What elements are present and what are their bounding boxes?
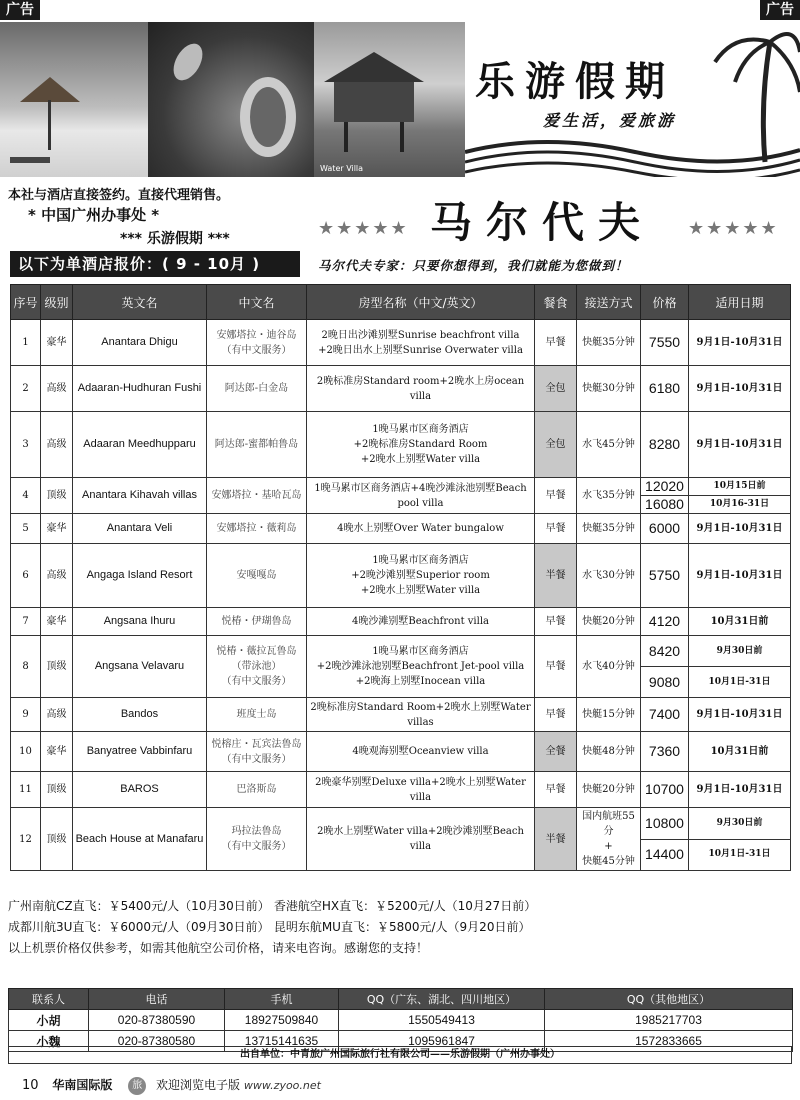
destination-title: 马尔代夫	[430, 198, 655, 247]
meal-plan: 早餐	[535, 698, 577, 732]
valid-date: 10月31日前	[689, 732, 791, 772]
header-level: 级别	[41, 285, 73, 320]
valid-date: 9月1日-10月31日	[689, 320, 791, 366]
contact-qq-region[interactable]: 1550549413	[339, 1010, 545, 1031]
transfer-method	[577, 514, 641, 544]
hotel-cn-name-line: （有中文服务）	[221, 676, 292, 687]
hotel-level: 高级	[41, 698, 73, 732]
room-type	[307, 698, 535, 732]
valid-date: 9月1日-10月31日	[689, 698, 791, 732]
transfer-line: 快艇15分钟	[582, 709, 635, 720]
contact-mobile[interactable]: 13715141635	[225, 1031, 339, 1052]
room-type-line: 1晚马累市区商务酒店	[372, 424, 469, 435]
brand-slogan: 爱生活，爱旅游	[543, 111, 677, 130]
airfare-note: 以上机票价格仅供参考，如需其他航空公司价格，请来电咨询。感谢您的支持！	[8, 941, 429, 955]
valid-date: 9月1日-10月31日	[689, 366, 791, 412]
photo-caption: Water Villa	[320, 164, 364, 173]
valid-date: 9月30日前	[689, 808, 791, 840]
banner	[0, 22, 800, 177]
hotel-en-name: Anantara Kihavah villas	[73, 478, 207, 514]
transfer-line: 快艇20分钟	[582, 616, 635, 627]
meal-plan: 全餐	[535, 732, 577, 772]
room-type	[307, 514, 535, 544]
hotel-cn-name	[207, 478, 307, 514]
row-number: 9	[11, 698, 41, 732]
hotel-en-name: Bandos	[73, 698, 207, 732]
palm-tree-icon	[465, 22, 800, 177]
room-type	[307, 412, 535, 478]
valid-date: 10月16-31日	[689, 496, 791, 514]
ad-label-right: 广告	[760, 0, 800, 20]
airfare-line-1	[8, 896, 536, 917]
table-row	[11, 544, 791, 608]
header-cn-name: 中文名	[207, 285, 307, 320]
hotel-cn-name-line: 阿达郎-白金岛	[224, 383, 289, 394]
transfer-method	[577, 412, 641, 478]
hotel-cn-name-line: 安嘎嘎岛	[236, 570, 277, 581]
stars-right: ★★★★★	[688, 218, 779, 239]
contact-name: 小魏	[9, 1031, 89, 1052]
transfer-line: 水飞40分钟	[582, 661, 635, 672]
room-type-line: +2晚沙滩别墅Superior room	[351, 570, 490, 581]
valid-date: 10月1日-31日	[689, 839, 791, 871]
valid-date: 9月1日-10月31日	[689, 412, 791, 478]
intro-line-3: *** 乐游假期 ***	[120, 231, 230, 247]
hotel-price-table	[10, 284, 791, 871]
water-villa-photo	[314, 22, 465, 177]
transfer-line: 快艇35分钟	[582, 523, 635, 534]
price-value: 14400	[641, 839, 689, 871]
hotel-level: 豪华	[41, 514, 73, 544]
room-type-line: 2晚标准房Standard Room+2晚水上别墅Water villas	[310, 701, 531, 728]
hotel-cn-name-line: 巴洛斯岛	[236, 784, 277, 795]
meal-plan: 早餐	[535, 514, 577, 544]
room-type	[307, 544, 535, 608]
room-type-line: 4晚观海别墅Oceanview villa	[352, 746, 489, 757]
hotel-level: 豪华	[41, 320, 73, 366]
hotel-cn-name-line: （有中文服务）	[221, 753, 292, 765]
table-row	[11, 808, 791, 840]
room-type-line: +2晚水上别墅Water villa	[360, 454, 481, 465]
meal-plan: 早餐	[535, 320, 577, 366]
room-type	[307, 732, 535, 772]
transfer-line: 国内航班55分	[582, 811, 635, 837]
room-type-line: 2晚豪华别墅Deluxe villa+2晚水上别墅Water villa	[315, 776, 526, 803]
meal-plan: 半餐	[535, 544, 577, 608]
room-type-line: +2晚海上别墅Inocean villa	[355, 676, 486, 687]
island-icon	[148, 22, 314, 177]
row-number: 12	[11, 808, 41, 871]
contact-mobile[interactable]: 18927509840	[225, 1010, 339, 1031]
publisher-line: 出自单位：中青旅广州国际旅行社有限公司——乐游假期（广州办事处）	[8, 1046, 792, 1064]
hotel-level: 高级	[41, 366, 73, 412]
header-meal: 餐食	[535, 285, 577, 320]
contact-header-qq-other: QQ（其他地区）	[545, 989, 793, 1010]
hotel-cn-name-line: 悦椿・薇拉瓦鲁岛	[216, 646, 297, 657]
meal-plan: 早餐	[535, 636, 577, 698]
price-value: 16080	[641, 496, 689, 514]
transfer-method	[577, 636, 641, 698]
hotel-cn-name-line: 悦榕庄・瓦宾法鲁岛	[211, 738, 302, 750]
room-type-line: +2晚水上别墅Water villa	[360, 585, 481, 596]
room-type	[307, 608, 535, 636]
island-aerial-photo	[148, 22, 314, 177]
transfer-method	[577, 366, 641, 412]
transfer-line: 水飞35分钟	[582, 490, 635, 501]
price-value: 7360	[641, 732, 689, 772]
transfer-line: 快艇45分钟	[582, 856, 635, 867]
hotel-cn-name-line: 安娜塔拉・迪谷岛	[216, 329, 297, 341]
hotel-cn-name	[207, 698, 307, 732]
page-number: 10	[22, 1078, 39, 1093]
contact-qq-other[interactable]: 1985217703	[545, 1010, 793, 1031]
room-type-line: 2晚日出沙滩别墅Sunrise beachfront villa	[321, 329, 520, 341]
hotel-cn-name	[207, 772, 307, 808]
ad-label-left: 广告	[0, 0, 40, 20]
contact-header-phone: 电话	[89, 989, 225, 1010]
airfare-hongkong: 香港航空HX直飞：￥5200元/人（10月27日前）	[273, 899, 537, 913]
hotel-cn-name-line: （带泳池）	[231, 661, 282, 672]
price-value: 7400	[641, 698, 689, 732]
price-value: 8280	[641, 412, 689, 478]
table-row	[11, 772, 791, 808]
airfare-line-2	[8, 917, 536, 938]
room-type-line: 1晚马累市区商务酒店	[372, 555, 469, 566]
hotel-cn-name	[207, 514, 307, 544]
price-value: 8420	[641, 636, 689, 667]
row-number: 10	[11, 732, 41, 772]
hotel-level: 高级	[41, 544, 73, 608]
contact-header-row	[9, 989, 793, 1010]
hotel-en-name: Adaaran Meedhupparu	[73, 412, 207, 478]
hotel-level: 豪华	[41, 732, 73, 772]
meal-plan: 早餐	[535, 772, 577, 808]
contact-qq-other[interactable]: 1572833665	[545, 1031, 793, 1052]
contact-header-name: 联系人	[9, 989, 89, 1010]
room-type-line: +2晚沙滩泳池别墅Beachfront Jet-pool villa	[316, 661, 525, 672]
hotel-en-name: Beach House at Manafaru	[73, 808, 207, 871]
valid-date: 10月1日-31日	[689, 667, 791, 698]
valid-date: 9月30日前	[689, 636, 791, 667]
hotel-en-name: Anantara Veli	[73, 514, 207, 544]
room-type-line: 2晚标准房Standard room+2晚水上房ocean villa	[316, 375, 525, 402]
intro-line-2: * 中国广州办事处 *	[28, 206, 160, 224]
airfare-guangzhou: 广州南航CZ直飞：￥5400元/人（10月30日前）	[8, 899, 270, 913]
transfer-method	[577, 698, 641, 732]
row-number: 5	[11, 514, 41, 544]
price-value: 12020	[641, 478, 689, 496]
table-row	[11, 608, 791, 636]
table-row	[11, 698, 791, 732]
row-number: 4	[11, 478, 41, 514]
hotel-en-name: BAROS	[73, 772, 207, 808]
price-header: 以下为单酒店报价：( 9 - 10月 )	[10, 251, 300, 277]
header-room: 房型名称（中文/英文）	[307, 285, 535, 320]
hotel-level: 高级	[41, 412, 73, 478]
room-type	[307, 772, 535, 808]
room-type-line: +2晚标准房Standard Room	[353, 439, 488, 450]
valid-date: 9月1日-10月31日	[689, 514, 791, 544]
room-type-line: 4晚水上别墅Over Water bungalow	[337, 523, 504, 534]
page-footer	[22, 1076, 321, 1095]
transfer-method	[577, 320, 641, 366]
meal-plan: 全包	[535, 412, 577, 478]
contact-table	[8, 988, 793, 1052]
room-type-line: 4晚沙滩别墅Beachfront villa	[352, 616, 489, 627]
hotel-en-name: Banyatree Vabbinfaru	[73, 732, 207, 772]
hotel-cn-name-line: 安娜塔拉・薇莉岛	[216, 523, 297, 534]
room-type-line: 1晚马累市区商务酒店+4晚沙滩泳池别墅Beach pool villa	[314, 482, 527, 509]
contact-name: 小胡	[9, 1010, 89, 1031]
table-row	[11, 732, 791, 772]
villa-icon	[314, 22, 465, 177]
price-value: 4120	[641, 608, 689, 636]
header-no: 序号	[11, 285, 41, 320]
contact-phone[interactable]: 020-87380580	[89, 1031, 225, 1052]
room-type	[307, 366, 535, 412]
transfer-method	[577, 772, 641, 808]
transfer-line: 快艇30分钟	[582, 383, 635, 394]
hotel-cn-name-line: 阿达郎-蜜都帕鲁岛	[214, 439, 299, 450]
airfare-chengdu: 成都川航3U直飞：￥6000元/人（09月30日前）	[8, 920, 270, 934]
room-type	[307, 808, 535, 871]
price-value: 10700	[641, 772, 689, 808]
hotel-cn-name	[207, 808, 307, 871]
meal-plan: 半餐	[535, 808, 577, 871]
hotel-cn-name-line: 玛拉法鲁岛	[231, 826, 282, 837]
table-row	[11, 636, 791, 667]
umbrella-icon	[0, 22, 148, 177]
room-type-line: 1晚马累市区商务酒店	[372, 646, 469, 657]
contact-phone[interactable]: 020-87380590	[89, 1010, 225, 1031]
room-type	[307, 320, 535, 366]
transfer-line: 快艇35分钟	[582, 337, 635, 348]
row-number: 3	[11, 412, 41, 478]
transfer-line: 快艇48分钟	[582, 746, 635, 757]
header-transfer: 接送方式	[577, 285, 641, 320]
price-value: 6180	[641, 366, 689, 412]
beach-photo	[0, 22, 148, 177]
header-date: 适用日期	[689, 285, 791, 320]
hotel-cn-name-line: （有中文服务）	[221, 344, 292, 356]
transfer-method	[577, 732, 641, 772]
hotel-cn-name	[207, 732, 307, 772]
hotel-cn-name-line: 班度士岛	[236, 709, 277, 720]
row-number: 1	[11, 320, 41, 366]
price-value: 9080	[641, 667, 689, 698]
hotel-cn-name	[207, 544, 307, 608]
table-row	[11, 320, 791, 366]
contact-header-mobile: 手机	[225, 989, 339, 1010]
hotel-cn-name	[207, 412, 307, 478]
row-number: 7	[11, 608, 41, 636]
hotel-level: 顶级	[41, 636, 73, 698]
transfer-line: +	[604, 841, 613, 852]
valid-date: 10月15日前	[689, 478, 791, 496]
price-value: 10800	[641, 808, 689, 840]
transfer-method	[577, 808, 641, 871]
transfer-method	[577, 478, 641, 514]
transfer-line: 水飞45分钟	[582, 439, 635, 450]
valid-date: 9月1日-10月31日	[689, 544, 791, 608]
website-link[interactable]: www.zyoo.net	[243, 1079, 321, 1092]
hotel-cn-name	[207, 320, 307, 366]
room-type	[307, 478, 535, 514]
price-value: 7550	[641, 320, 689, 366]
meal-plan: 全包	[535, 366, 577, 412]
hotel-en-name: Anantara Dhigu	[73, 320, 207, 366]
row-number: 11	[11, 772, 41, 808]
room-type-line: 2晚水上别墅Water villa+2晚沙滩别墅Beach villa	[317, 826, 524, 852]
hotel-level: 顶级	[41, 808, 73, 871]
hotel-table-body	[11, 320, 791, 871]
transfer-line: 快艇20分钟	[582, 784, 635, 795]
hotel-level: 豪华	[41, 608, 73, 636]
browse-text: 欢迎浏览电子版	[156, 1078, 241, 1092]
brand-box	[465, 22, 800, 177]
meal-plan: 早餐	[535, 608, 577, 636]
row-number: 6	[11, 544, 41, 608]
transfer-method	[577, 608, 641, 636]
hotel-en-name: Angaga Island Resort	[73, 544, 207, 608]
hotel-level: 顶级	[41, 772, 73, 808]
room-type-line: +2晚日出水上别墅Sunrise Overwater villa	[318, 344, 523, 356]
hotel-en-name: Adaaran-Hudhuran Fushi	[73, 366, 207, 412]
table-row	[11, 514, 791, 544]
airfare-kunming: 昆明东航MU直飞：￥5800元/人（9月20日前）	[273, 920, 531, 934]
stars-left: ★★★★★	[318, 218, 409, 239]
brand-title: 乐游假期	[475, 58, 675, 105]
row-number: 2	[11, 366, 41, 412]
meal-plan: 早餐	[535, 478, 577, 514]
hotel-level: 顶级	[41, 478, 73, 514]
contact-header-qq-region: QQ（广东、湖北、四川地区）	[339, 989, 545, 1010]
contact-row	[9, 1010, 793, 1031]
table-row	[11, 478, 791, 496]
hotel-cn-name-line: 悦椿・伊瑚鲁岛	[221, 616, 292, 627]
hotel-cn-name-line: （有中文服务）	[221, 841, 292, 852]
table-row	[11, 412, 791, 478]
transfer-method	[577, 544, 641, 608]
destination-tagline: 马尔代夫专家：只要你想得到，我们就能为您做到！	[318, 258, 629, 273]
header-price: 价格	[641, 285, 689, 320]
room-type	[307, 636, 535, 698]
table-row	[11, 366, 791, 412]
publication-name: 华南国际版	[52, 1078, 113, 1092]
valid-date: 9月1日-10月31日	[689, 772, 791, 808]
airfare-section	[8, 896, 536, 959]
contact-qq-region[interactable]: 1095961847	[339, 1031, 545, 1052]
valid-date: 10月31日前	[689, 608, 791, 636]
table-header-row	[11, 285, 791, 320]
hotel-cn-name	[207, 366, 307, 412]
header-en-name: 英文名	[73, 285, 207, 320]
hotel-en-name: Angsana Velavaru	[73, 636, 207, 698]
hotel-en-name: Angsana Ihuru	[73, 608, 207, 636]
hotel-cn-name	[207, 636, 307, 698]
price-value: 6000	[641, 514, 689, 544]
transfer-line: 水飞30分钟	[582, 570, 635, 581]
price-value: 5750	[641, 544, 689, 608]
row-number: 8	[11, 636, 41, 698]
hotel-cn-name-line: 安娜塔拉・基哈瓦岛	[211, 490, 302, 501]
publisher-logo-icon: 旅	[128, 1077, 146, 1095]
intro-line-1: 本社与酒店直接签约。直接代理销售。	[8, 188, 230, 203]
hotel-cn-name	[207, 608, 307, 636]
